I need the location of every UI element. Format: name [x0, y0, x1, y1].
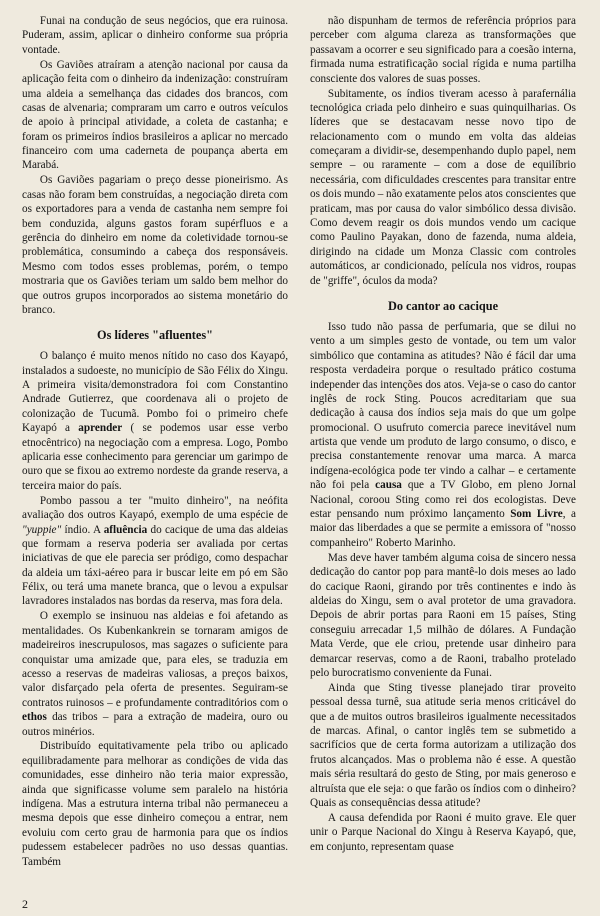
paragraph: Pombo passou a ter "muito dinheiro", na neófita avaliação dos outros Kayapó, exemplo de uma espécie de "yuppie" índio. A afluência do cacique de uma das aldeias que formam a reserva poderia ser avaliada por certas iniciativas de que ele parecia ser pródigo, como despachar da aldeia um táxi-aéreo para ir buscar leite em pó em São Félix, ou terá uma manete branca, que o levou a expulsar lavradores instalados nas bordas da reserva, mas fora dela.: [22, 494, 288, 608]
paragraph: Funai na condução de seus negócios, que era ruinosa. Puderam, assim, aplicar o dinheiro conforme sua própria vontade.: [22, 15, 288, 56]
paragraph: Isso tudo não passa de perfumaria, que se dilui no vento a um simples gesto de vontade, ou tem um valor simbólico que contamina as atitudes? Não é fácil dar uma resposta verdadeira porque o resultado prático costuma independer das intenções dos atos. Veja-se o caso do cantor inglês de rock Sting. Poucos acreditariam que sua dedicação à causa dos índios seja mais do que um golpe promocional. O usufruto comercia parece inevitável num artista que vende um produto de largo consumo, o disco, e precisa constantemente renovar uma marca. A marca indígena-ecológica pode ter vindo a calhar – e certamente não foi pela causa que a TV Globo, em pleno Jornal Nacional, coroou Sting como rei dos ecologistas. Deve estar pensando num próximo lançamento Som Livre, a maior das liberdades a que se permite a emissora of "nosso companheiro" Roberto Marinho.: [310, 320, 576, 549]
section-heading-lideres-afluentes: Os líderes "afluentes": [97, 328, 213, 343]
section-heading-do-cantor-ao-cacique: Do cantor ao cacique: [387, 298, 499, 313]
paragraph: Subitamente, os índios tiveram acesso à parafernália tecnológica criada pelo dinheiro e suas quinquilharias. Os líderes que se destacavam nesse novo tipo de relacionamento com o mundo em volta das aldeias começaram a dividir-se, desempenhando duplo papel, nem sempre – ou raramente – com a dose de equilíbrio necessária, com dificuldades crescentes para transitar entre os dois mundo – não exatamente pelos atos conscientes que praticam, mas por causa do valor simbólico dessa divisão. Como devem reagir os dois mundos vendo um cacique como Paulino Payakan, dono de fazenda, numa aldeia, dirigindo na cidade um Monza Classic com controles automáticos, ar condicionado, película nos vidros, roupas de "griffe", óculos da moda?: [310, 87, 576, 287]
paragraph: O exemplo se insinuou nas aldeias e foi afetando as mentalidades. Os Kubenkankrein se tornaram amigos de madeireiros inescrupulosos, mas sagazes o suficiente para conquistar uma amizade que, para eles, se traduzia em acesso a reservas de madeiras valiosas, a preços baixos, valor disfarçado pela oferta de presentes. Seguiram-se contratos ruinosos – e profundamente contraditórios com o ethos das tribos – para a extração de madeira, ouro ou outros minérios.: [22, 610, 288, 738]
two-column-layout: [22, 14, 578, 870]
left-column: [22, 14, 288, 870]
paragraph: Ainda que Sting tivesse planejado tirar proveito pessoal dessa turnê, sua atitude seria menos criticável do que a de muitos outros brasileiros igualmente necessitados de marcas. Afinal, o cantor inglês tem se submetido a sacrifícios que de certa forma autorizam a utilização dos frutos alcançados. Mas o problema não é esse. A questão mais séria resultará do gesto de Sting, por mais generoso e altruísta que ele seja: o que farão os índios com o dinheiro? Quais as consequências dessa atitude?: [310, 681, 576, 809]
paragraph: Mas deve haver também alguma coisa de sincero nessa dedicação do cantor pop para mantê-lo dois meses ao lado do cacique Raoni, girando por três continentes e indo às aldeias do Xingu, sem o aval protetor de uma gravadora. Depois de abrir portas para Raoni em 15 países, Sting conseguiu arrecadar 1,5 milhão de dólares. A Fundação Mata Verde, que ele criou, pretende usar dinheiro para demarcar reservas, como a de Raoni, trabalho protelado pelo burocratismo conveniente da Funai.: [310, 551, 576, 679]
paragraph: Distribuído equitativamente pela tribo ou aplicado equilibradamente para melhorar as condições de vida das comunidades, esse dinheiro não teria maior expressão, ainda que significasse volume sem paralelo na história indígena. Mas a estrutura interna tribal não permaneceu a mesma depois que esse dinheiro começou a entrar, nem evoluiu com certo grau de harmonia para que os índios pudessem estabelecer padrões no uso dessas quantias. Também: [22, 740, 288, 868]
page-number: 2: [22, 897, 28, 911]
paragraph: Os Gaviões pagariam o preço desse pioneirismo. As casas não foram bem construídas, a negociação direta com os exportadores para a venda de castanha nem sempre foi bem conduzida, alguns gastos foram supérfluos e a gerência do dinheiro em nome da coletividade tornou-se problemática, consumindo a cabeça dos responsáveis. Mesmo com todos esses problemas, porém, o tempo mostraria que os Gaviões teriam um saldo bem melhor do que outros grupos incorporados ao sistema monetário do branco.: [22, 174, 288, 316]
paragraph: não dispunham de termos de referência próprios para perceber com alguma clareza as transformações que passavam a ocorrer e seu significado para a coesão interna, firmada numa estratificação social rígida e numa partilha consciente dos valores de suas posses.: [310, 15, 576, 85]
right-column: [310, 14, 576, 855]
paragraph: Os Gaviões atraíram a atenção nacional por causa da aplicação feita com o dinheiro da indenização: construíram uma aldeia a semelhança das cidades dos brancos, com casas de alvenaria; compraram um carro e outros veículos de apoio à principal atividade, a coleta de castanha; e foram os primeiros índios brasileiros a aplicar no mercado financeiro com uma caderneta de poupança aberta em Marabá.: [22, 58, 288, 172]
paragraph: O balanço é muito menos nítido no caso dos Kayapó, instalados a sudoeste, no município de São Félix do Xingu. A primeira visita/demonstradora foi com Constantino Andrade Gutierrez, que coordenava ali o projeto de colonização de Tucumã. Pombo foi o primeiro chefe Kayapó a aprender ( se podemos usar esse verbo etnocêntrico) na negociação com a empresa. Logo, Pombo aplicaria esse conhecimento para gerenciar um garimpo de ouro que se fixou ao extremo nordeste da grande reserva, a terceira maior do país.: [22, 350, 289, 492]
paragraph: A causa defendida por Raoni é muito grave. Ele quer unir o Parque Nacional do Xingu à Reserva Kayapó, que, em conjunto, representam quase: [310, 811, 576, 853]
